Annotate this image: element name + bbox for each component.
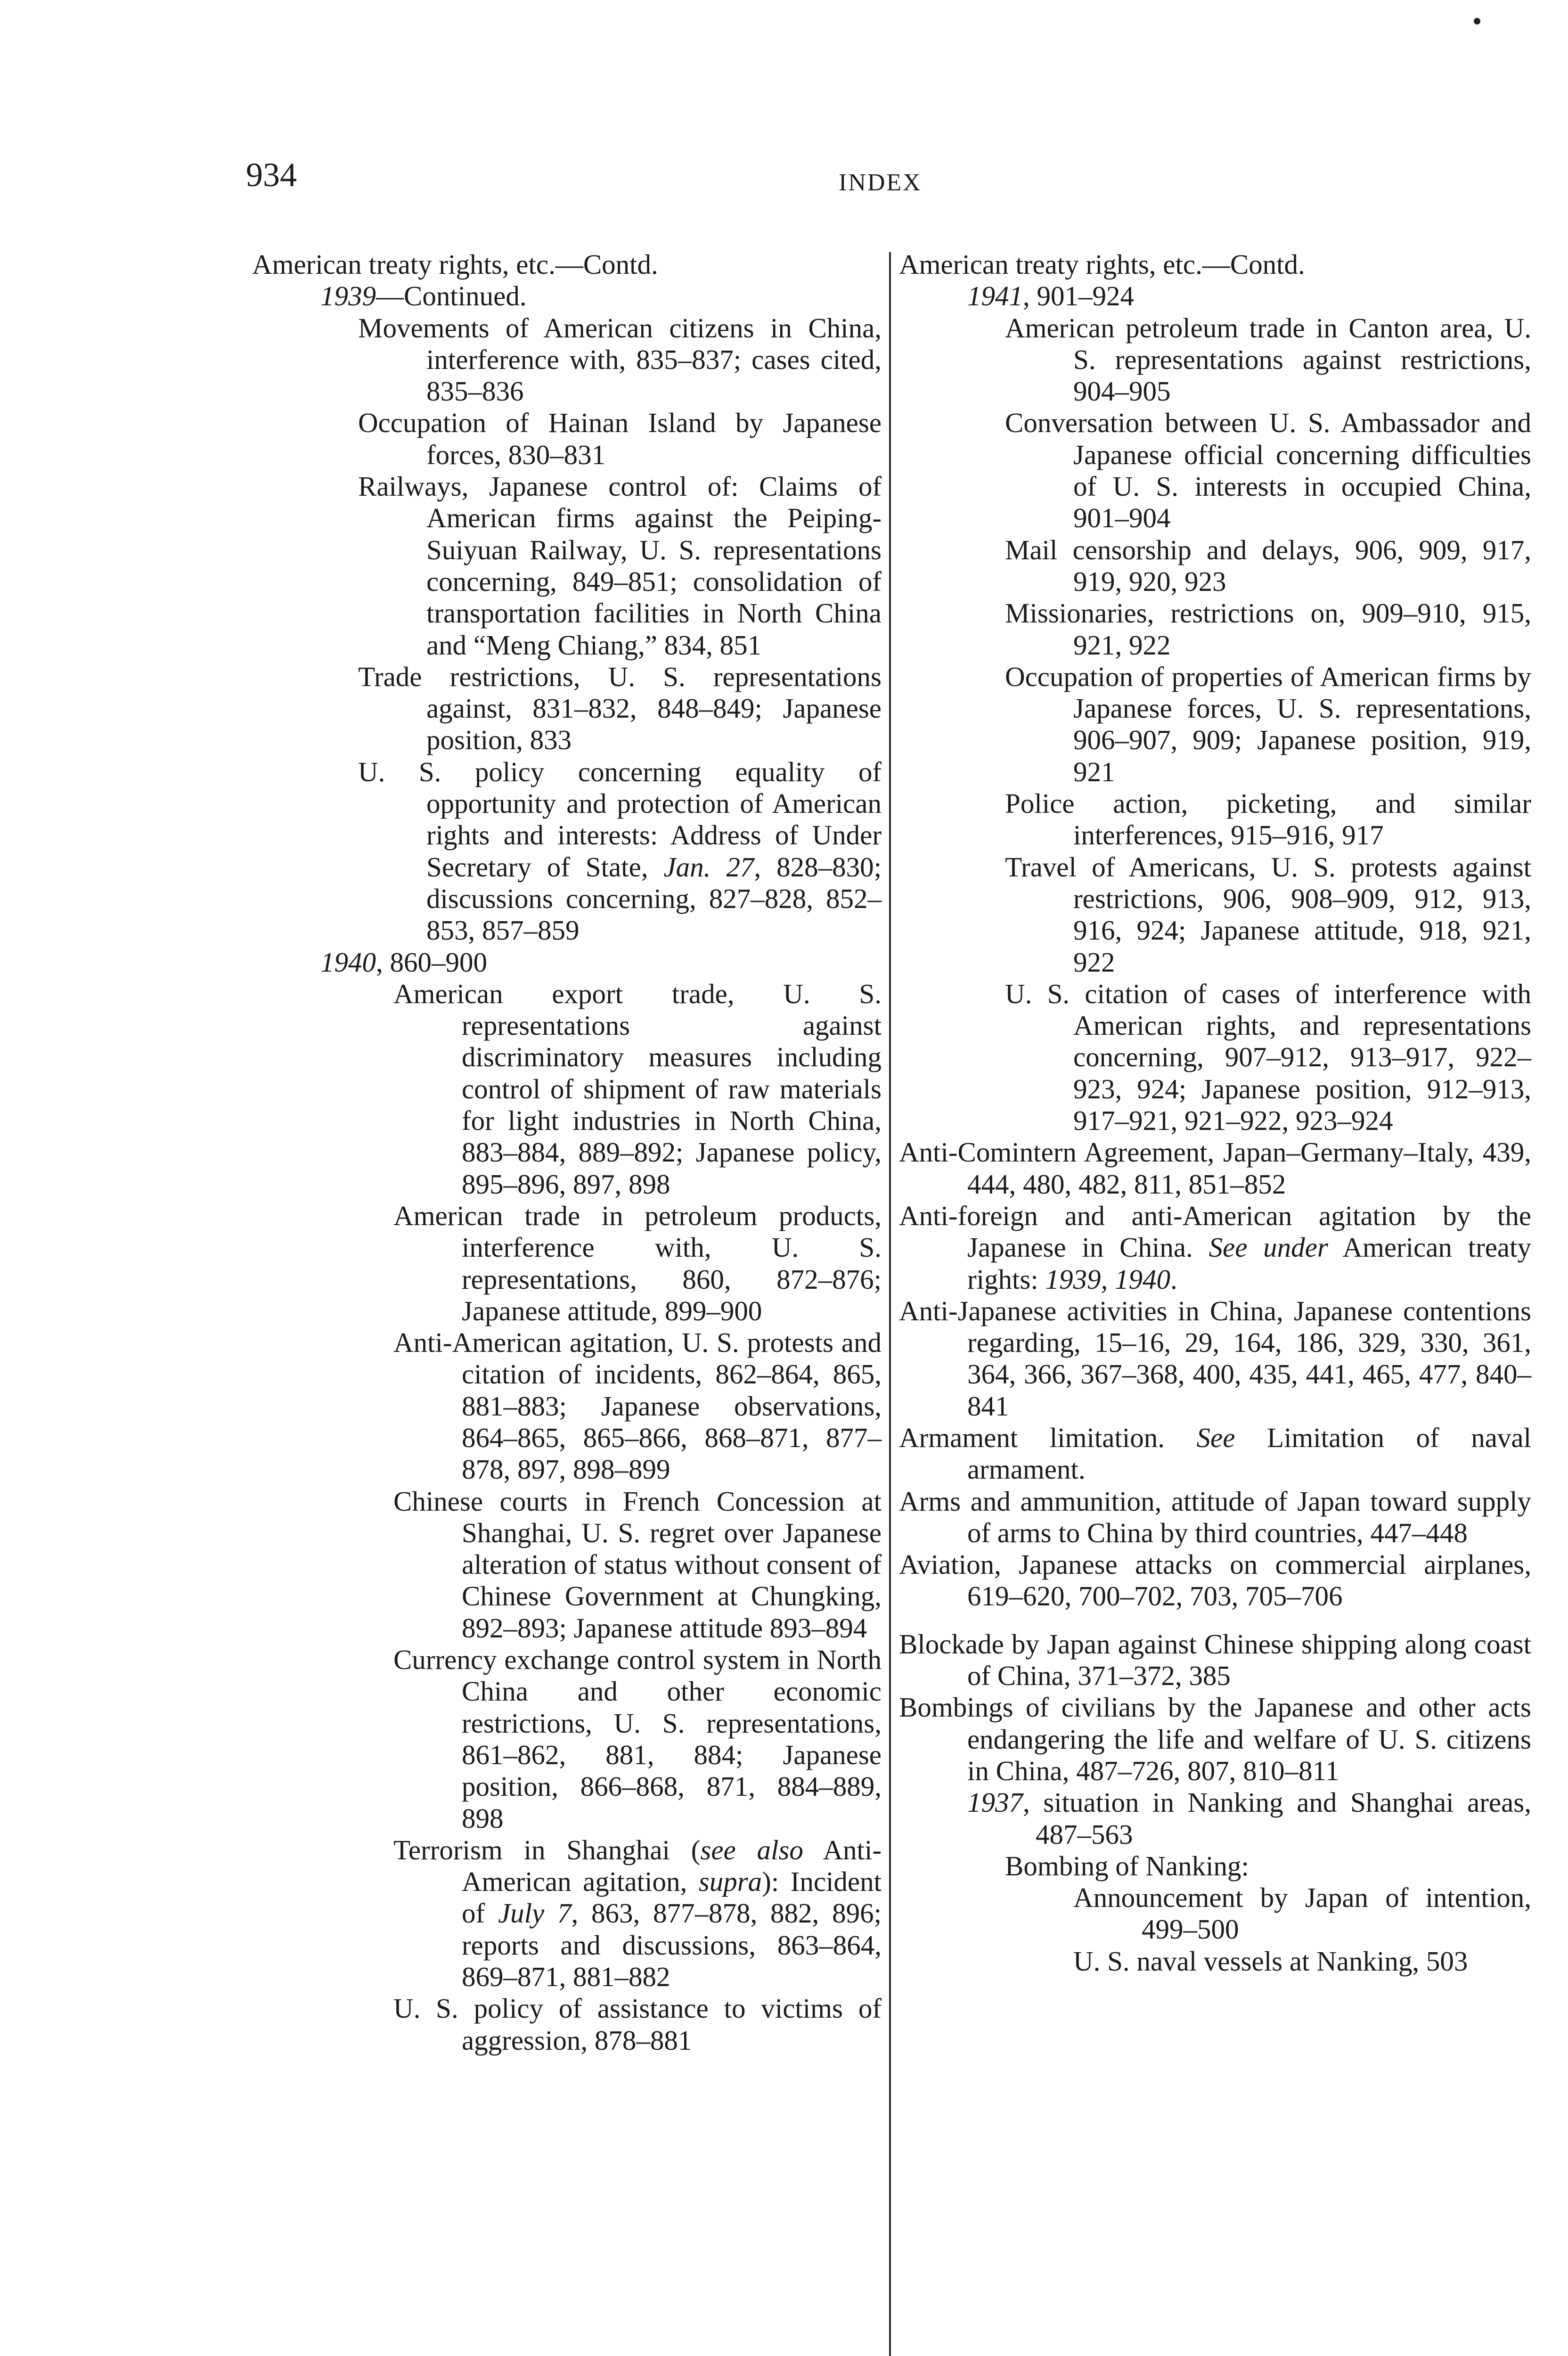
entry-italic: July 7: [498, 1898, 572, 1929]
entry-text: U. S. citation of cases of interference with American rights, and representations concerning, 907–912, 913–917, 922–923, 924; Japanese position, 912–913, 917–921, 921–922, 923–924: [1005, 978, 1531, 1137]
index-subentry: [252, 756, 882, 947]
entry-text: Occupation of Hainan Island by Japanese forces, 830–831: [358, 407, 882, 470]
index-subentry: [899, 534, 1531, 598]
index-subentry: [899, 1787, 1531, 1850]
entry-text: Aviation, Japanese attacks on commercial airplanes, 619–620, 700–702, 703, 705–706: [899, 1549, 1531, 1612]
entry-text: , 860–900: [376, 946, 487, 978]
index-subentry: [252, 947, 882, 978]
entry-text: Currency exchange control system in North China and other economic restrictions, U. S. representations, 861–862, 881, 884; Japanese position, 866–868, 871, 884–889, 898: [393, 1644, 882, 1834]
column-divider: [889, 252, 891, 2356]
index-subentry: [899, 312, 1531, 408]
page-number: 934: [246, 156, 297, 194]
ink-speck: [1474, 18, 1480, 25]
entry-text: Missionaries, restrictions on, 909–910, 915, 921, 922: [1005, 597, 1531, 661]
entry-text: Chinese courts in French Concession at Shanghai, U. S. regret over Japanese alteration of status without consent of Chinese Government at Chungking, 892–893; Japanese attitude 893–894: [393, 1485, 882, 1644]
entry-text: .: [1170, 1263, 1177, 1295]
entry-text: Police action, picketing, and similar interferences, 915–916, 917: [1005, 788, 1531, 851]
index-subentry: [252, 312, 882, 408]
entry-text: U. S. policy concerning equality of opportunity and protection of American rights and interests: Address of Under Secretary of State,: [358, 756, 882, 883]
entry-text: Anti-Japanese activities in China, Japanese contentions regarding, 15–16, 29, 164, 186, 329, 330, 361, 364, 366, 367–368, 400, 435, 441, 465, 477, 840–841: [899, 1295, 1531, 1422]
index-heading: [899, 1422, 1531, 1486]
entry-text: Anti-American agitation, U. S. protests and citation of incidents, 862–864, 865, 881–883; Japanese observations, 864–865, 865–866, 868–871, 877–878, 897, 898–899: [393, 1327, 882, 1485]
entry-text: Railways, Japanese control of: Claims of American firms against the Peiping-Suiyuan Railway, U. S. representations concerning, 849–851; consolidation of transportation facilities in North China and “Meng Chiang,” 834, 851: [358, 471, 882, 661]
entry-text: Bombings of civilians by the Japanese and other acts endangering the life and welfare of U. S. citizens in China, 487–726, 807, 810–811: [899, 1692, 1531, 1786]
index-subentry: [252, 1200, 882, 1327]
entry-text: American treaty rights:: [967, 1232, 1531, 1295]
entry-text: Conversation between U. S. Ambassador and Japanese official concerning difficulties of U. S. interests in occupied China, 901–904: [1005, 407, 1531, 534]
entry-italic: see also: [700, 1834, 803, 1865]
running-head: INDEX: [839, 169, 922, 196]
entry-year: 1940: [320, 946, 376, 978]
entry-year: 1939: [320, 280, 376, 312]
index-column-left: [252, 249, 882, 2056]
entry-year: 1941: [967, 280, 1023, 312]
index-subentry: [252, 1834, 882, 1993]
index-subentry: [252, 1644, 882, 1834]
entry-text: Arms and ammunition, attitude of Japan toward supply of arms to China by third countries, 447–448: [899, 1485, 1531, 1548]
index-subentry: [899, 788, 1531, 851]
entry-italic: See under: [1209, 1232, 1328, 1263]
entry-italic: 1939, 1940: [1045, 1263, 1171, 1295]
entry-text: Bombing of Nanking:: [1005, 1850, 1249, 1882]
index-subentry: [252, 280, 882, 312]
entry-text: American export trade, U. S. representations against discriminatory measures including control of shipment of raw materials for light industries in North China, 883–884, 889–892; Japanese policy, 895–896, 897, 898: [393, 978, 882, 1200]
index-subentry: [252, 1993, 882, 2056]
index-subentry: [899, 597, 1531, 661]
entry-text: Travel of Americans, U. S. protests against restrictions, 906, 908–909, 912, 913, 916, 924; Japanese attitude, 918, 921, 922: [1005, 851, 1531, 978]
index-subentry: [899, 661, 1531, 788]
index-subentry: [899, 978, 1531, 1137]
entry-text: , situation in Nanking and Shanghai areas, 487–563: [1023, 1787, 1531, 1850]
entry-text: Anti-American agitation,: [462, 1834, 882, 1898]
index-subentry: [899, 1946, 1531, 1977]
index-subentry: [252, 978, 882, 1200]
index-subentry: [899, 407, 1531, 534]
index-heading: [252, 249, 882, 280]
entry-text: Armament limitation.: [899, 1422, 1197, 1453]
index-heading: [899, 1200, 1531, 1295]
entry-text: Announcement by Japan of intention, 499–500: [1073, 1882, 1531, 1945]
entry-text: Anti-foreign and anti-American agitation by the Japanese in China.: [899, 1200, 1531, 1263]
index-heading: [899, 1549, 1531, 1612]
entry-text: Terrorism in Shanghai (: [393, 1834, 701, 1865]
entry-text: U. S. naval vessels at Nanking, 503: [1073, 1945, 1468, 1977]
index-subentry: [252, 1486, 882, 1644]
entry-text: Occupation of properties of American firms by Japanese forces, U. S. representations, 906–907, 909; Japanese position, 919, 921: [1005, 661, 1531, 787]
entry-text: , 863, 877–878, 882, 896; reports and discussions, 863–864, 869–871, 881–882: [462, 1898, 882, 1993]
entry-year: 1937: [967, 1787, 1023, 1818]
entry-text: American treaty rights, etc.—Contd.: [252, 249, 658, 280]
entry-text: , 828–830; discussions concerning, 827–828, 852–853, 857–859: [426, 851, 882, 946]
index-heading: [899, 1137, 1531, 1200]
entry-text: , 901–924: [1023, 280, 1134, 312]
index-subentry: [252, 1327, 882, 1485]
entry-text: Blockade by Japan against Chinese shipping along coast of China, 371–372, 385: [899, 1628, 1531, 1692]
entry-text: Movements of American citizens in China, interference with, 835–837; cases cited, 835–836: [358, 312, 882, 407]
index-subentry: [899, 280, 1531, 312]
entry-text: Limitation of naval armament.: [967, 1422, 1531, 1485]
entry-text: Anti-Comintern Agreement, Japan–Germany–Italy, 439, 444, 480, 482, 811, 851–852: [899, 1137, 1531, 1200]
entry-italic: Jan. 27: [663, 851, 754, 883]
index-subentry: [252, 407, 882, 471]
entry-text: —Continued.: [376, 280, 527, 312]
entry-text: American petroleum trade in Canton area, U. S. representations against restrictions, 904–905: [1005, 312, 1531, 407]
entry-text: U. S. policy of assistance to victims of aggression, 878–881: [393, 1993, 882, 2056]
index-heading: [899, 249, 1531, 280]
index-column-right: [899, 249, 1531, 1977]
index-subentry: [899, 1882, 1531, 1946]
index-heading: [899, 1692, 1531, 1787]
entry-italic: supra: [698, 1866, 762, 1898]
entry-italic: See: [1196, 1422, 1235, 1453]
entry-text: American treaty rights, etc.—Contd.: [899, 249, 1305, 280]
index-heading: [899, 1295, 1531, 1422]
entry-text: Trade restrictions, U. S. representations against, 831–832, 848–849; Japanese position, 833: [358, 661, 882, 756]
index-heading: [899, 1486, 1531, 1549]
index-subentry: [252, 661, 882, 756]
index-heading: [899, 1628, 1531, 1692]
index-subentry: [252, 471, 882, 661]
entry-text: ): Incident of: [462, 1866, 882, 1929]
index-subentry: [899, 1850, 1531, 1882]
entry-text: Mail censorship and delays, 906, 909, 917, 919, 920, 923: [1005, 534, 1531, 597]
entry-text: American trade in petroleum products, interference with, U. S. representations, 860, 872–876; Japanese attitude, 899–900: [393, 1200, 882, 1326]
index-subentry: [899, 851, 1531, 978]
